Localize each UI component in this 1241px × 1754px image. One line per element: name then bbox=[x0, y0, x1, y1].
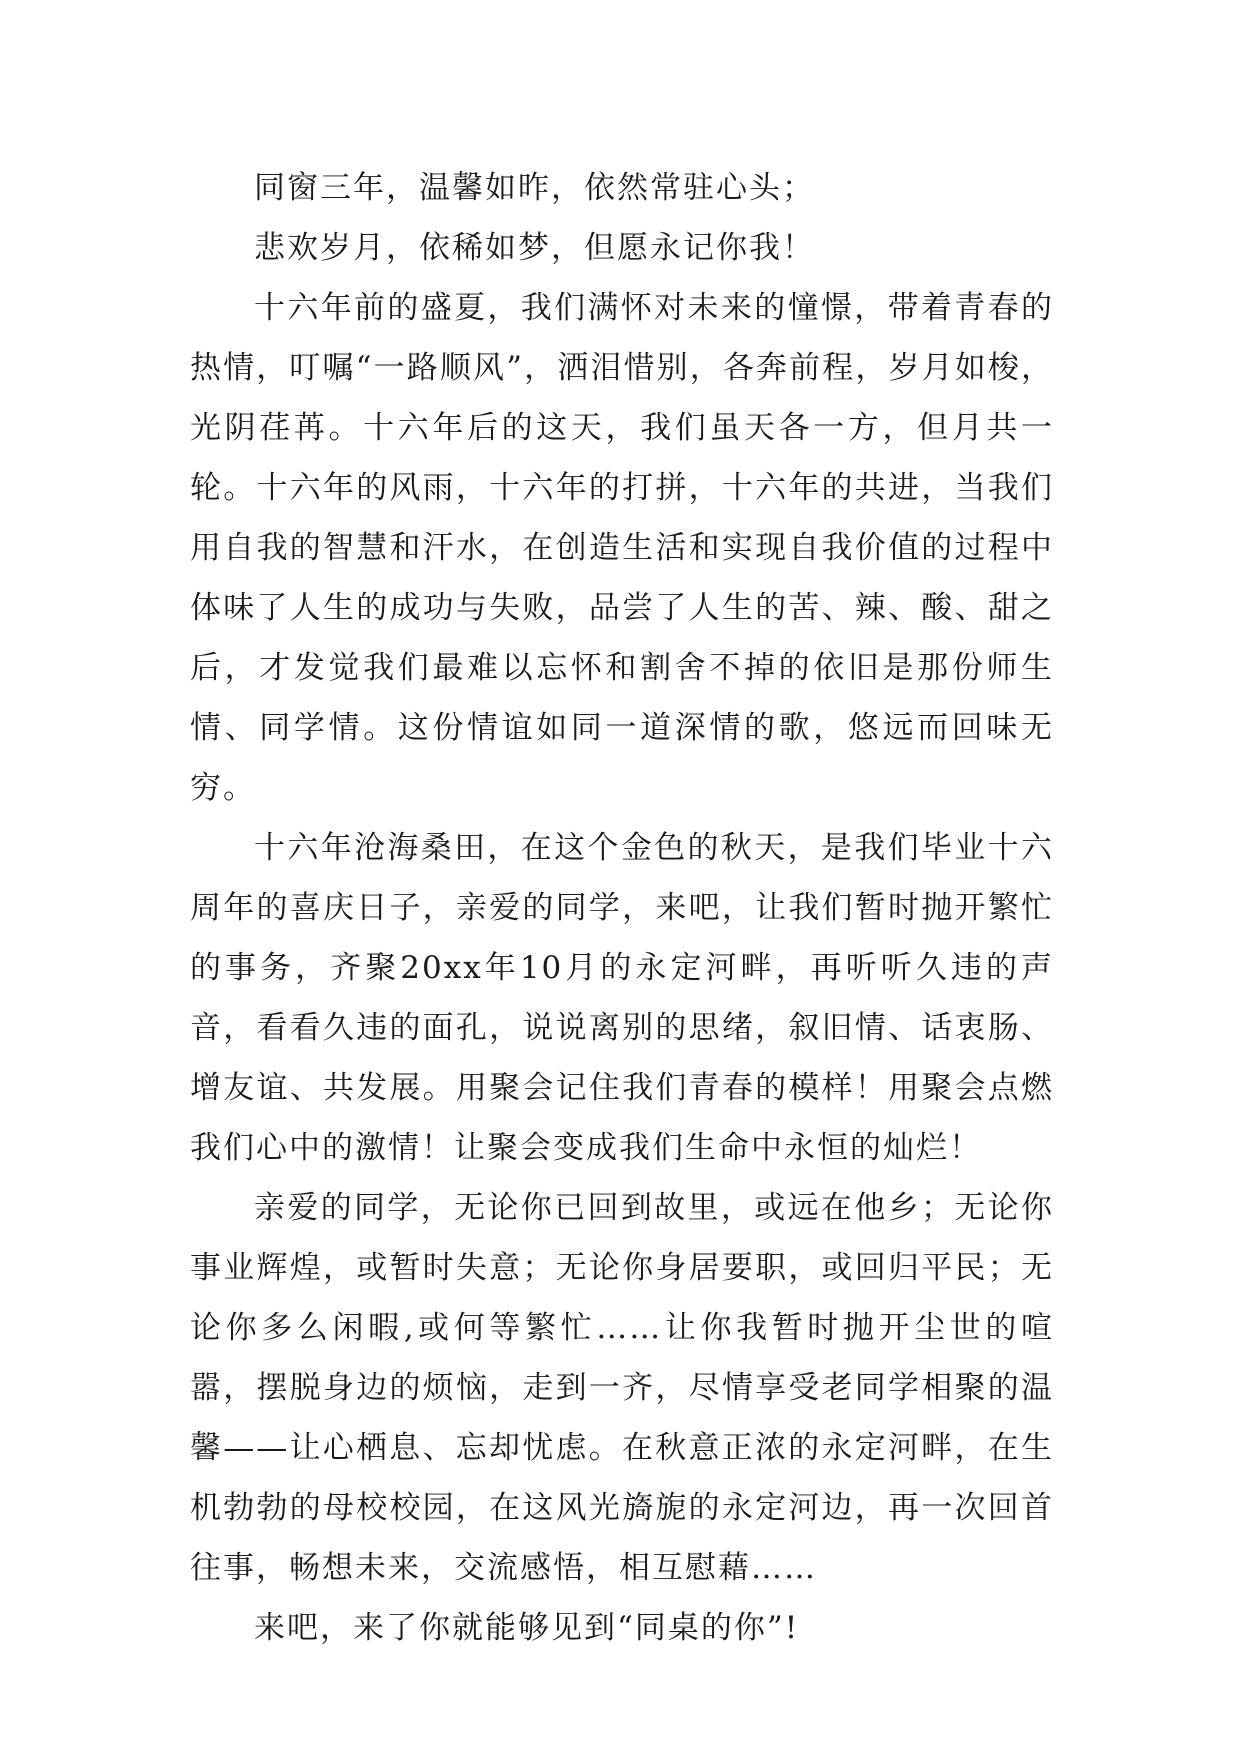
paragraph-appeal: 亲爱的同学，无论你已回到故里，或远在他乡；无论你事业辉煌，或暂时失意；无论你身居要职，或回归平民；无论你多么闲暇,或何等繁忙……让你我暂时抛开尘世的喧嚣，摆脱身边的烦恼，走到一齐，尽情享受老同学相聚的温馨——让心栖息、忘却忧虑。在秋意正浓的永定河畔，在生机勃勃的母校校园，在这风光旖旎的永定河边，再一次回首往事，畅想未来，交流感悟，相互慰藉…… bbox=[190, 1190, 1054, 1586]
paragraph-memories: 十六年前的盛夏，我们满怀对未来的憧憬，带着青春的热情，叮嘱“一路顺风”，洒泪惜别，各奔前程，岁月如梭，光阴荏苒。十六年后的这天，我们虽天各一方，但月共一轮。十六年的风雨，十六年的打拼，十六年的共进，当我们用自我的智慧和汗水，在创造生活和实现自我价值的过程中体味了人生的成功与失败，品尝了人生的苦、辣、酸、甜之后，才发觉我们最难以忘怀和割舍不掉的依旧是那份师生情、同学情。这份情谊如同一道深情的歌，悠远而回味无穷。 bbox=[190, 290, 1054, 806]
closing-line: 来吧，来了你就能够见到“同桌的你”! bbox=[254, 1610, 800, 1646]
opening-line-1: 同窗三年，温馨如昨，依然常驻心头； bbox=[254, 170, 815, 206]
document-body bbox=[190, 158, 1054, 1658]
opening-line-2: 悲欢岁月，依稀如梦，但愿永记你我！ bbox=[254, 230, 815, 266]
paragraph-invitation: 十六年沧海桑田，在这个金色的秋天，是我们毕业十六周年的喜庆日子，亲爱的同学，来吧，让我们暂时抛开繁忙的事务，齐聚20xx年10月的永定河畔，再听听久违的声音，看看久违的面孔，说说离别的思绪，叙旧情、话衷肠、增友谊、共发展。用聚会记住我们青春的模样！用聚会点燃我们心中的激情！让聚会变成我们生命中永恒的灿烂！ bbox=[190, 830, 1054, 1166]
